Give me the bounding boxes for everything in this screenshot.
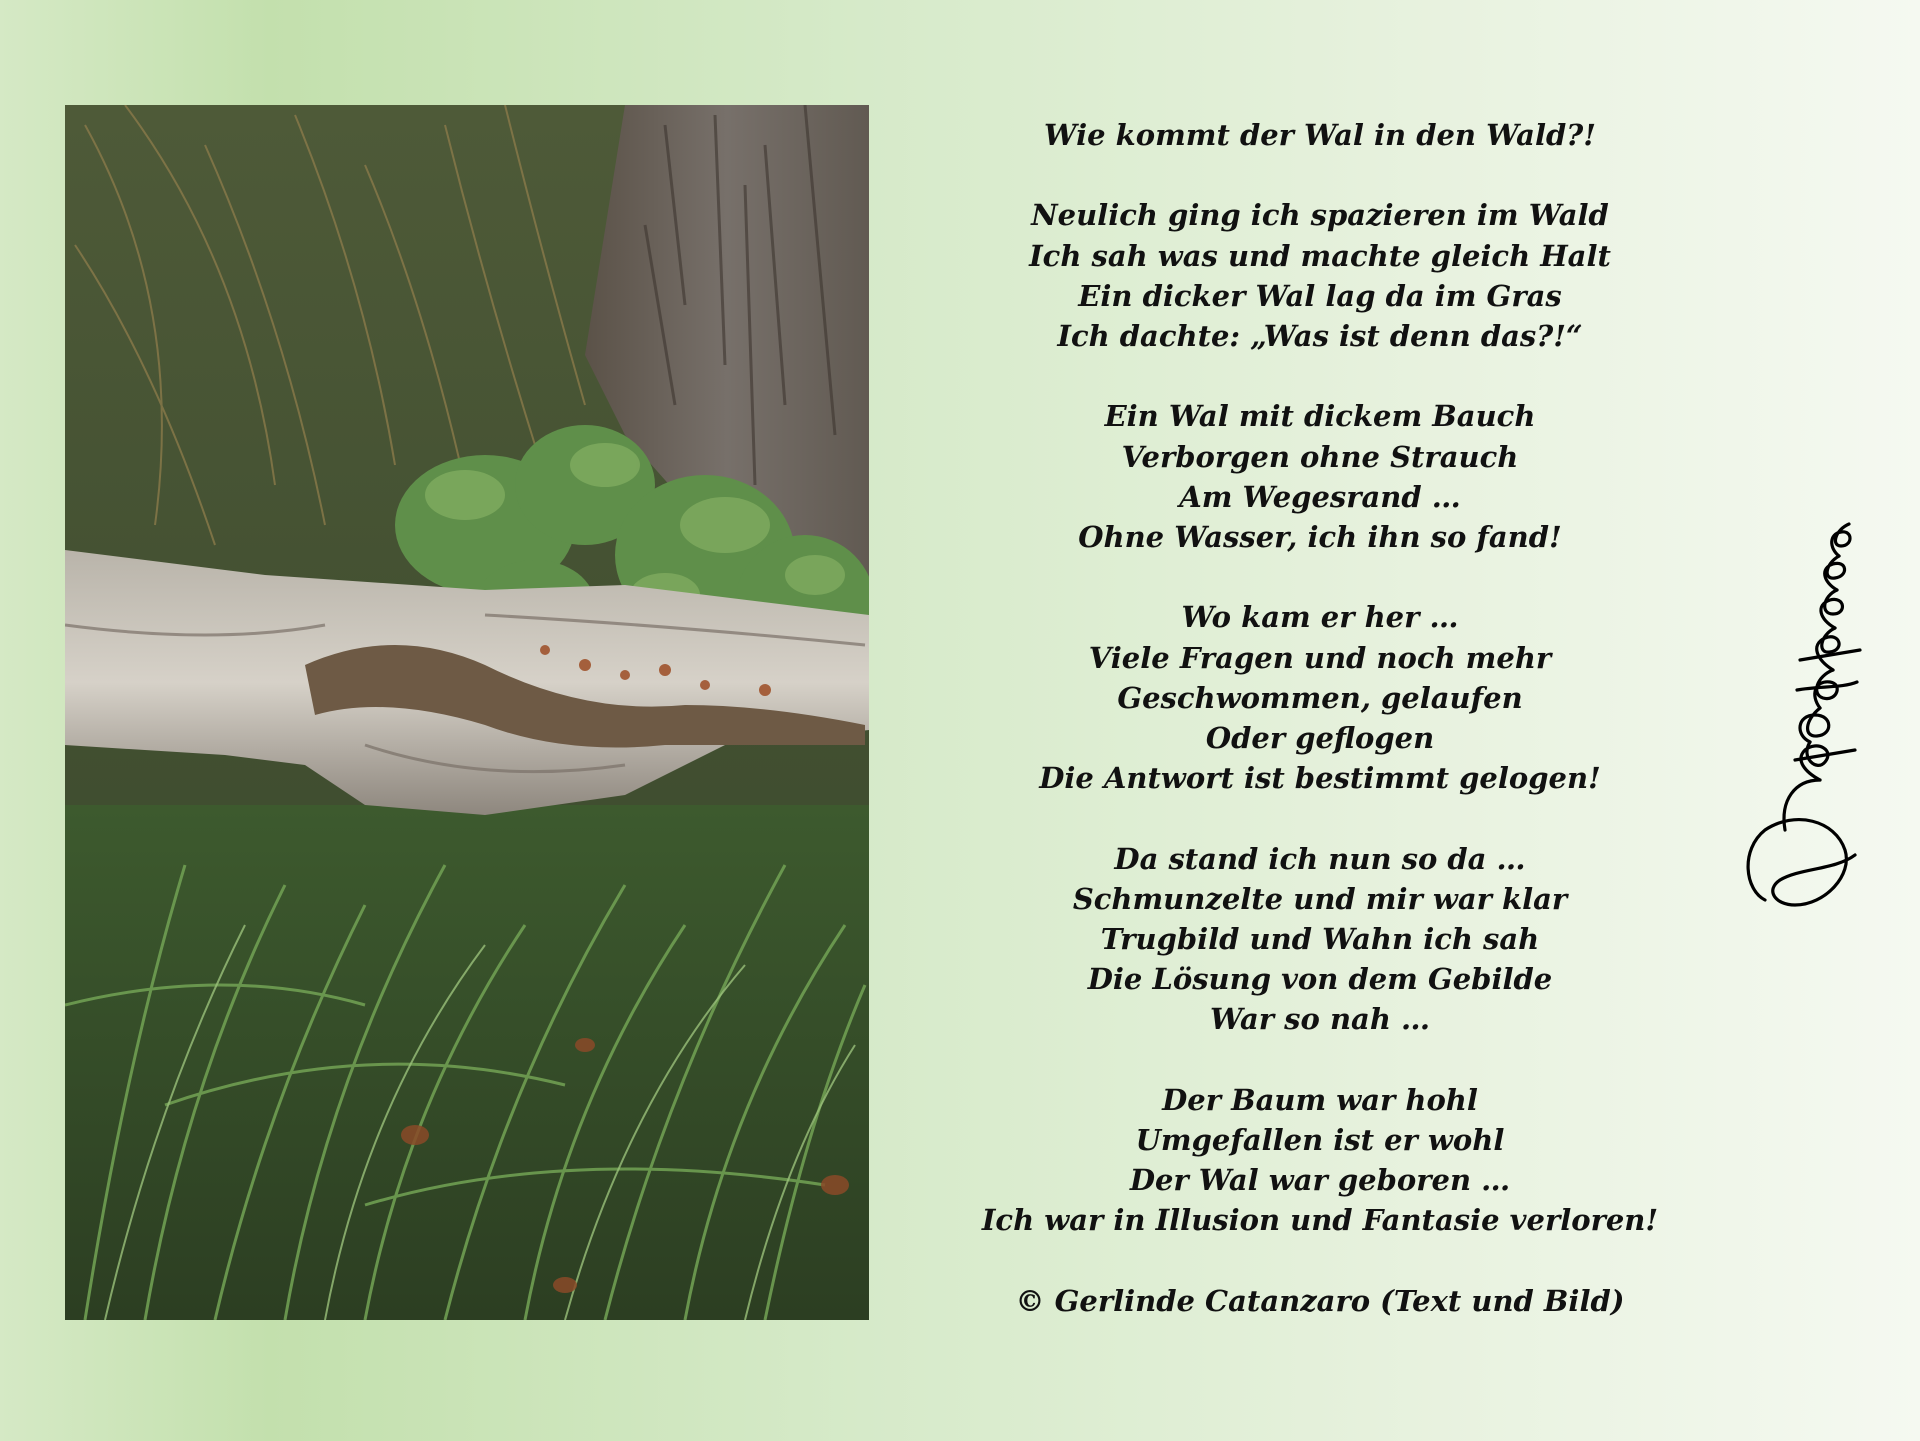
poem-line: Trugbild und Wahn ich sah xyxy=(1100,922,1540,956)
copyright-notice: © Gerlinde Catanzaro (Text und Bild) xyxy=(1015,1283,1625,1318)
poem-stanza-2 xyxy=(960,396,1680,557)
poem-line: Ich dachte: „Was ist denn das?!“ xyxy=(1057,319,1583,353)
poem-line: Ohne Wasser, ich ihn so fand! xyxy=(1078,520,1562,554)
poem-stanza-1 xyxy=(960,195,1680,356)
poem-line: Der Baum war hohl xyxy=(1162,1082,1478,1117)
poem-line: Neulich ging ich spazieren im Wald xyxy=(1031,198,1609,233)
poem-line: Verborgen ohne Strauch xyxy=(1121,439,1519,474)
poem-line: Der Wal war geboren … xyxy=(1129,1163,1511,1198)
poem xyxy=(960,115,1680,1321)
poem-line: Geschwommen, gelaufen xyxy=(1117,680,1523,715)
poem-line: War so nah … xyxy=(1209,1002,1431,1037)
poem-line: Am Wegesrand … xyxy=(1179,479,1461,514)
poem-title: Wie kommt der Wal in den Wald?! xyxy=(1044,118,1596,152)
signature-logo xyxy=(1725,510,1885,920)
poem-line: Viele Fragen und noch mehr xyxy=(1088,640,1552,675)
poem-line: Ich war in Illusion und Fantasie verloren! xyxy=(981,1203,1659,1238)
photo-illustration xyxy=(65,105,869,1320)
poem-line: Ein dicker Wal lag da im Gras xyxy=(1078,278,1562,313)
poem-stanza-5 xyxy=(960,1080,1680,1241)
poem-line: Schmunzelte und mir war klar xyxy=(1072,881,1568,916)
poem-line: Wo kam er her … xyxy=(1181,600,1459,635)
poem-stanza-3 xyxy=(960,597,1680,798)
poem-stanza-4 xyxy=(960,839,1680,1040)
poem-line: Die Lösung von dem Gebilde xyxy=(1087,962,1553,997)
poem-line: Da stand ich nun so da … xyxy=(1114,841,1526,876)
poem-line: Die Antwort ist bestimmt gelogen! xyxy=(1039,761,1601,796)
poem-line: Umgefallen ist er wohl xyxy=(1135,1123,1505,1157)
poem-line: Ein Wal mit dickem Bauch xyxy=(1104,399,1536,434)
forest-log-photo xyxy=(65,105,869,1320)
poem-line: Oder geflogen xyxy=(1205,721,1435,755)
poem-line: Ich sah was und machte gleich Halt xyxy=(1029,238,1611,273)
